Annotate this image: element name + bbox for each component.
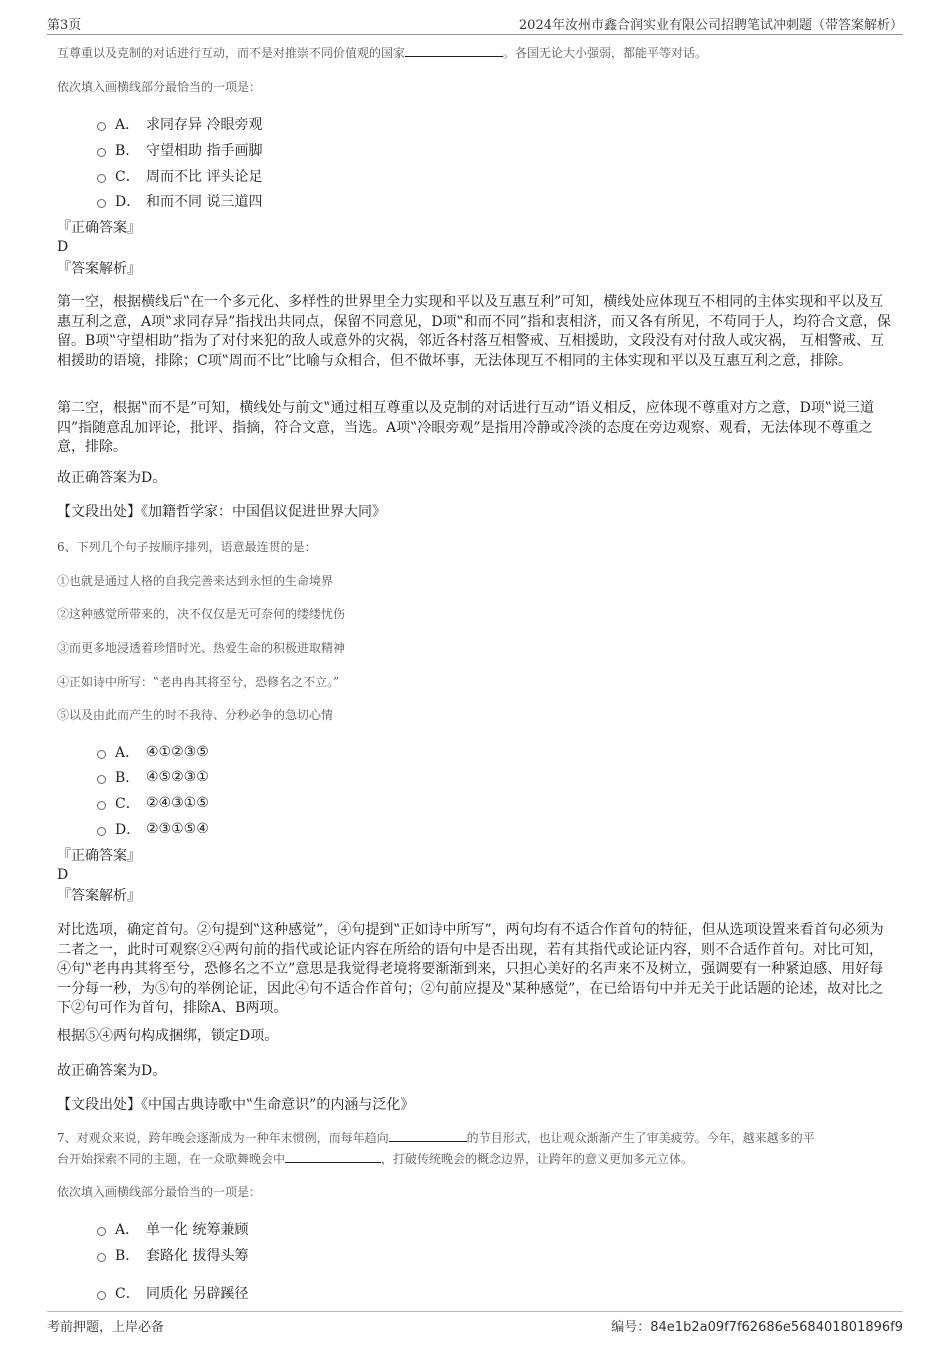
- q7-blank-2: [285, 1150, 381, 1163]
- q6-answer: D: [57, 867, 69, 883]
- option-text: 守望相助 指手画脚: [146, 143, 263, 159]
- radio-icon[interactable]: [97, 801, 106, 810]
- document-code: [611, 1316, 903, 1335]
- option-letter: A．: [115, 117, 140, 133]
- q6-answer-label: 『正确答案』: [57, 848, 141, 864]
- option-text: 套路化 拔得头筹: [146, 1248, 249, 1264]
- radio-icon[interactable]: [97, 122, 106, 131]
- q6-sentence-5: ⑤以及由此而产生的时不我待、分秒必争的急切心情: [57, 708, 334, 722]
- q5-answer-label: 『正确答案』: [57, 220, 141, 236]
- page-footer: [47, 1311, 903, 1334]
- page-header: [47, 12, 903, 35]
- option-letter: A．: [115, 1222, 140, 1238]
- option-text: ④①②③⑤: [146, 744, 209, 760]
- option-letter: D．: [115, 822, 141, 838]
- q6-option-c[interactable]: [97, 794, 209, 812]
- radio-icon[interactable]: [97, 1291, 106, 1300]
- option-letter: C．: [115, 169, 140, 185]
- q7-option-c[interactable]: [97, 1284, 248, 1302]
- document-title: 2024年汝州市鑫合润实业有限公司招聘笔试冲刺题（带答案解析）: [518, 18, 903, 33]
- q7-stem: [57, 1128, 902, 1170]
- q7-option-a[interactable]: [97, 1220, 248, 1238]
- q6-stem: 6、下列几个句子按顺序排列，语意最连贯的是：: [57, 540, 317, 554]
- q5-option-c[interactable]: [97, 167, 262, 185]
- option-text: ④⑤②③①: [146, 769, 209, 785]
- q6-option-b[interactable]: [97, 768, 209, 786]
- radio-icon[interactable]: [97, 148, 106, 157]
- radio-icon[interactable]: [97, 775, 106, 784]
- q7-instruction: 依次填入画横线部分最恰当的一项是：: [57, 1185, 262, 1199]
- q5-instruction: 依次填入画横线部分最恰当的一项是：: [57, 80, 262, 94]
- q6-analysis-p1: 对比选项，确定首句。②句提到‟这种感觉”，④句提到‟正如诗中所写”，两句均有不适合作首句的特征，但从选项设置来看首句必须为二者之一，此时可观察②④两句前的指代或论证内容在所给的语句中是否出现，若有其指代或论证内容，则不合适作首句。对比可知，④句‟老冉冉其将至兮，恐修名之不立”意思是我觉得老境将要渐渐到来，只担心美好的名声来不及树立，强调要有一种紧迫感、用好每一分每一秒，为⑤句的举例论证，因此④句不适合作首句；②句前应提及‟某种感觉”，在已给语句中并无关于此话题的论述，故对比之下②句可作为首句，排除A、B两项。: [57, 922, 884, 1016]
- q5-source: 【文段出处】《加籍哲学家：中国倡议促进世界大同》: [57, 504, 386, 520]
- q6-analysis-label: 『答案解析』: [57, 888, 141, 904]
- q5-answer: D: [57, 239, 69, 255]
- option-text: 求同存异 冷眼旁观: [146, 117, 263, 133]
- q6-analysis-p3: 故正确答案为D。: [57, 1063, 167, 1079]
- q7-blank-1: [389, 1129, 467, 1142]
- option-text: 周而不比 评头论足: [146, 169, 263, 185]
- radio-icon[interactable]: [97, 199, 106, 208]
- q5-analysis-p2: 第二空，根据‟而不是”可知，横线处与前文‟通过相互尊重以及克制的对话进行互动”语义相反，应体现不尊重对方之意，D项‟说三道四”指随意乱加评论，批评、指摘，符合文意，当选。A项‟冷眼旁观”是指用冷静或冷淡的态度在旁边观察、观看，无法体现不尊重之意，排除。: [57, 400, 875, 455]
- option-letter: B．: [115, 143, 140, 159]
- option-text: 和而不同 说三道四: [146, 194, 263, 210]
- q5-option-b[interactable]: [97, 141, 262, 159]
- q5-option-a[interactable]: [97, 115, 262, 133]
- q6-sentence-3: ③而更多地浸透着珍惜时光、热爱生命的积极进取精神: [57, 641, 346, 655]
- option-text: ②④③①⑤: [146, 795, 209, 811]
- code-label: 编号：: [611, 1320, 651, 1335]
- q5-blank: [405, 44, 503, 57]
- radio-icon[interactable]: [97, 174, 106, 183]
- radio-icon[interactable]: [97, 1253, 106, 1262]
- option-letter: A．: [115, 745, 140, 761]
- option-letter: B．: [115, 1248, 140, 1264]
- option-letter: B．: [115, 770, 140, 786]
- q6-sentence-2: ②这种感觉所带来的，决不仅仅是无可奈何的缕缕忧伤: [57, 607, 346, 621]
- q6-option-a[interactable]: [97, 743, 209, 761]
- option-text: 同质化 另辟蹊径: [146, 1286, 249, 1302]
- radio-icon[interactable]: [97, 827, 106, 836]
- q7-stem-part1: 7、对观众来说，跨年晚会逐渐成为一种年末惯例，而每年趋向: [57, 1131, 389, 1145]
- radio-icon[interactable]: [97, 750, 106, 759]
- q5-option-d[interactable]: [97, 192, 262, 210]
- option-text: 单一化 统筹兼顾: [146, 1222, 249, 1238]
- q5-analysis-label: 『答案解析』: [57, 261, 141, 277]
- q5-stem: [57, 43, 897, 64]
- option-text: ②③①⑤④: [146, 821, 209, 837]
- q5-analysis-p1: 第一空，根据横线后‟在一个多元化、多样性的世界里全力实现和平以及互惠互利”可知，横线处应体现互不相同的主体实现和平以及互惠互利之意，A项‟求同存异”指找出共同点，保留不同意见，D项‟和而不同”指和衷相济，而又各有所见，不苟同于人，均符合文意，保留。B项‟守望相助”指为了对付来犯的敌人或意外的灾祸，邻近各村落互相警戒、互相援助，文段没有对付敌人或灾祸， 互相警戒、互相援助的语境，排除；C项‟周而不比”比喻与众相合，但不做坏事，无法体现互不相同的主体实现和平以及互惠互利之意，排除。: [57, 294, 891, 369]
- q7-option-b[interactable]: [97, 1246, 248, 1264]
- q6-sentence-4: ④正如诗中所写：‟老冉冉其将至兮，恐修名之不立。”: [57, 675, 340, 689]
- option-letter: D．: [115, 194, 141, 210]
- q6-source: 【文段出处】《中国古典诗歌中‟生命意识”的内涵与泛化》: [57, 1097, 415, 1113]
- option-letter: C．: [115, 1286, 140, 1302]
- option-letter: C．: [115, 796, 140, 812]
- q5-stem-part2: 。各国无论大小强弱，都能平等对话。: [503, 46, 708, 60]
- q7-stem-part2: 的节目形式，也让观众渐渐产生了审美疲劳。今年，越来越多的平: [466, 1131, 815, 1145]
- footer-slogan: 考前押题，上岸必备: [47, 1320, 165, 1335]
- q5-stem-part1: 互尊重以及克制的对话进行互动，而不是对推崇不同价值观的国家: [57, 46, 406, 60]
- q5-analysis-p3: 故正确答案为D。: [57, 470, 167, 486]
- q6-option-d[interactable]: [97, 820, 209, 838]
- page-number: 第3页: [47, 18, 82, 33]
- radio-icon[interactable]: [97, 1227, 106, 1236]
- q7-stem-part4: ，打破传统晚会的概念边界，让跨年的意义更加多元立体。: [381, 1152, 694, 1166]
- code-value: 84e1b2a09f7f62686e568401801896f9: [650, 1320, 903, 1335]
- q7-stem-part3: 台开始探索不同的主题，在一众歌舞晚会中: [57, 1152, 286, 1166]
- q6-analysis-p2: 根据⑤④两句构成捆绑，锁定D项。: [57, 1028, 279, 1044]
- q6-sentence-1: ①也就是通过人格的自我完善来达到永恒的生命境界: [57, 574, 334, 588]
